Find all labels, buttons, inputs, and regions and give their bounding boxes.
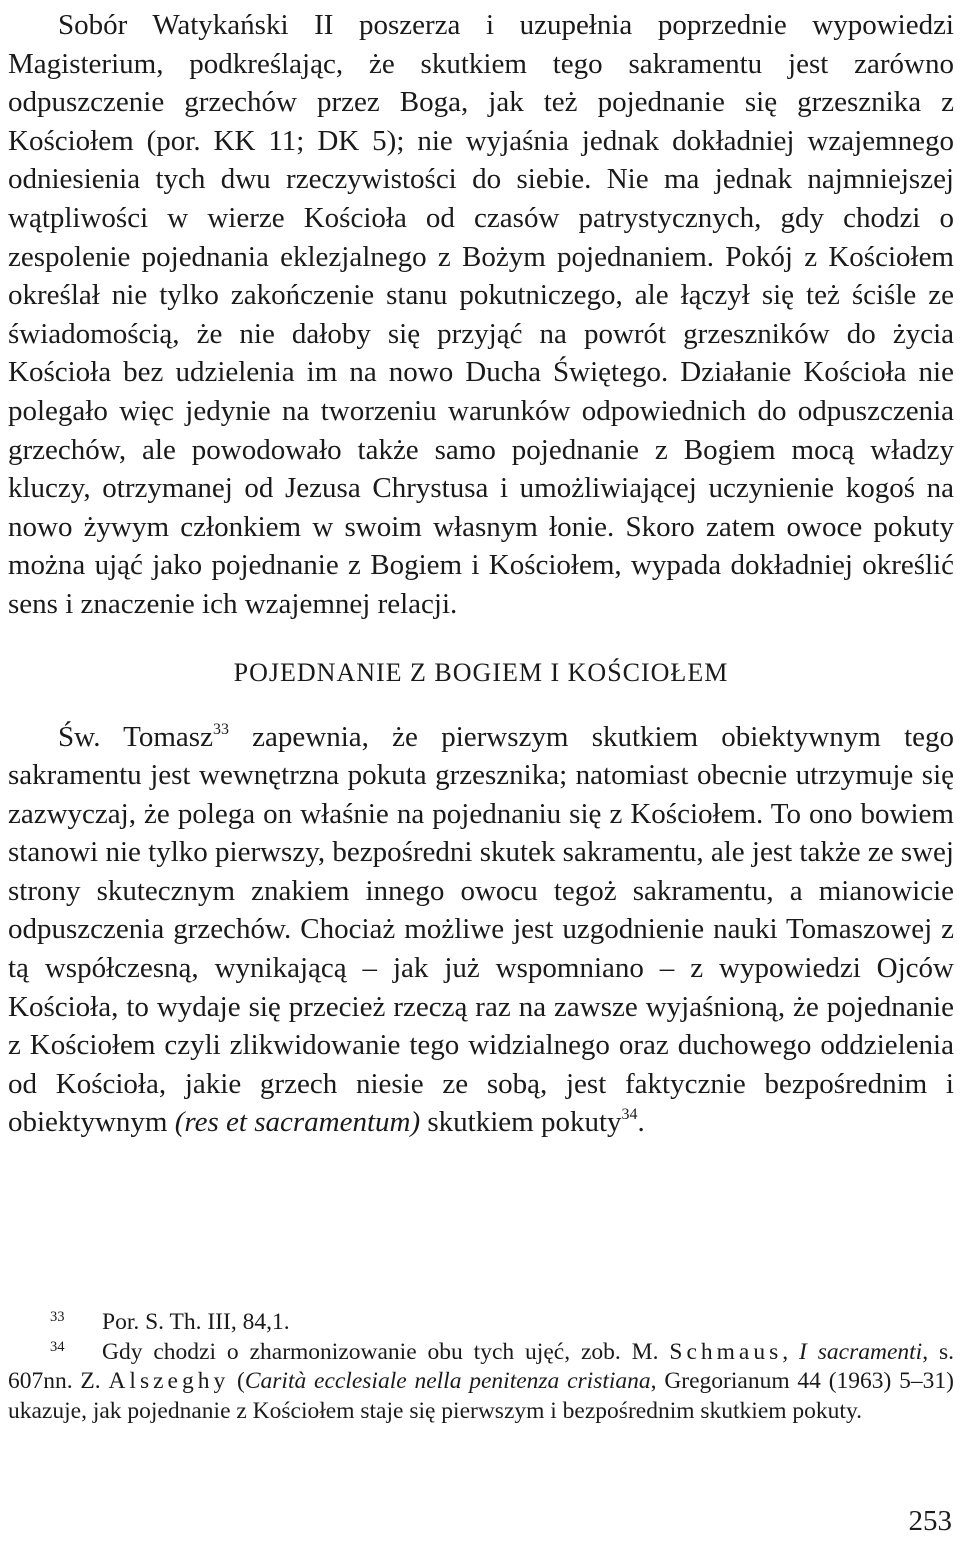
author-name: Alszeghy: [108, 1368, 230, 1395]
footnote-text: Gdy chodzi o zharmonizowanie obu tych ujęć, zob. M.: [102, 1338, 670, 1365]
footnote-33: 33 Por. S. Th. III, 84,1.: [50, 1309, 290, 1335]
footnote-text: , Gregorianum 44 (1963) 5–31) ukazuje, jak pojednanie z Kościołem staje się pierwszym i bezpośrednim skutkiem pokuty.: [8, 1368, 954, 1424]
book-title: I sacramenti: [799, 1338, 923, 1365]
latin-term: (res et sacramentum): [174, 1106, 421, 1139]
section-heading: POJEDNANIE Z BOGIEM I KOŚCIOŁEM: [233, 657, 729, 687]
paragraph-2-text-end: skutkiem pokuty: [420, 1106, 622, 1139]
footnote-34: 34 Gdy chodzi o zharmonizowanie obu tych ujęć, zob. M. Schmaus, I sacramenti, s. 607nn. Z. Alszeghy (Carità ecclesiale nella penitenza cristiana, Gregorianum 44 (1963) 5–31) ukazuje, jak pojednanie z Kościołem staje się pierwszym i bezpośrednim skutkiem pokuty.: [8, 1338, 955, 1424]
paragraph-2-text-start: Św. Tomasz: [58, 720, 213, 753]
paragraph-1: Sobór Watykański II poszerza i uzupełnia poprzednie wypowiedzi Magisterium, podkreślając, że skutkiem tego sakramentu jest zarówno odpuszczenie grzechów przez Boga, jak też pojednanie się grzesznika z Kościołem (por. KK 11; DK 5); nie wyjaśnia jednak dokładniej wzajemnego odniesienia tych dwu rzeczywistości do siebie. Nie ma jednak najmniejszej wątpliwości w wierze Kościoła od czasów patrystycznych, gdy chodzi o zespolenie pojednania eklezjalnego z Bożym pojednaniem. Pokój z Kościołem określał nie tylko zakończenie stanu pokutniczego, ale łączył się też ściśle ze świadomością, że nie dałoby się przyjąć na powrót grzeszników do życia Kościoła bez udzielenia im na nowo Ducha Świętego. Działanie Kościoła nie polegało więc jedynie na tworzeniu warunków odpowiednich do odpuszczenia grzechów, ale powodowało także samo pojednanie z Bogiem mocą władzy kluczy, otrzymanej od Jezusa Chrystusa i umożliwiającej uczynienie kogoś na nowo żywym członkiem w swoim własnym łonie. Skoro zatem owoce pokuty można ująć jako pojednanie z Bogiem i Kościołem, wypada dokładniej określić sens i znaczenie ich wzajemnej relacji.: [8, 9, 954, 620]
author-name: Schmaus: [669, 1338, 783, 1365]
footnote-text: , s. 607nn. Z.: [8, 1338, 955, 1395]
footnote-text: (: [229, 1368, 245, 1395]
paragraph-2-text-main: zapewnia, że pierwszym skutkiem obiektywnym tego sakramentu jest wewnętrzna pokuta grzesznika; natomiast obecnie utrzymuje się zazwyczaj, że polega on właśnie na pojednaniu się z Kościołem. To ono bowiem stanowi nie tylko pierwszy, bezpośredni skutek sakramentu, ale jest także ze swej strony skutecznym znakiem innego owocu tegoż sakramentu, a mianowicie odpuszczenia grzechów. Chociaż możliwe jest uzgodnienie nauki Tomaszowej z tą współczesną, wynikającą – jak już wspomniano – z wypowiedzi Ojców Kościoła, to wydaje się przecież rzeczą raz na zawsze wyjaśnioną, że pojednanie z Kościołem czyli zlikwidowanie tego widzialnego oraz duchowego oddzielenia od Kościoła, jakie grzech niesie ze sobą, jest faktycznie bezpośrednim i obiektywnym: [8, 720, 954, 1139]
footnote-text: ,: [782, 1338, 800, 1365]
page-body: [8, 6, 954, 1142]
footnote-text: Por. S. Th. III, 84,1.: [102, 1309, 290, 1335]
page-number: 253: [908, 1505, 952, 1537]
paragraph-2-period: .: [637, 1106, 645, 1139]
footnote-ref-33: 33: [212, 720, 229, 738]
paragraph-2: [8, 718, 954, 1143]
article-title: Carità ecclesiale nella penitenza cristiana: [244, 1368, 651, 1395]
footnote-ref-34: 34: [621, 1106, 638, 1124]
footnotes: [8, 1308, 954, 1426]
